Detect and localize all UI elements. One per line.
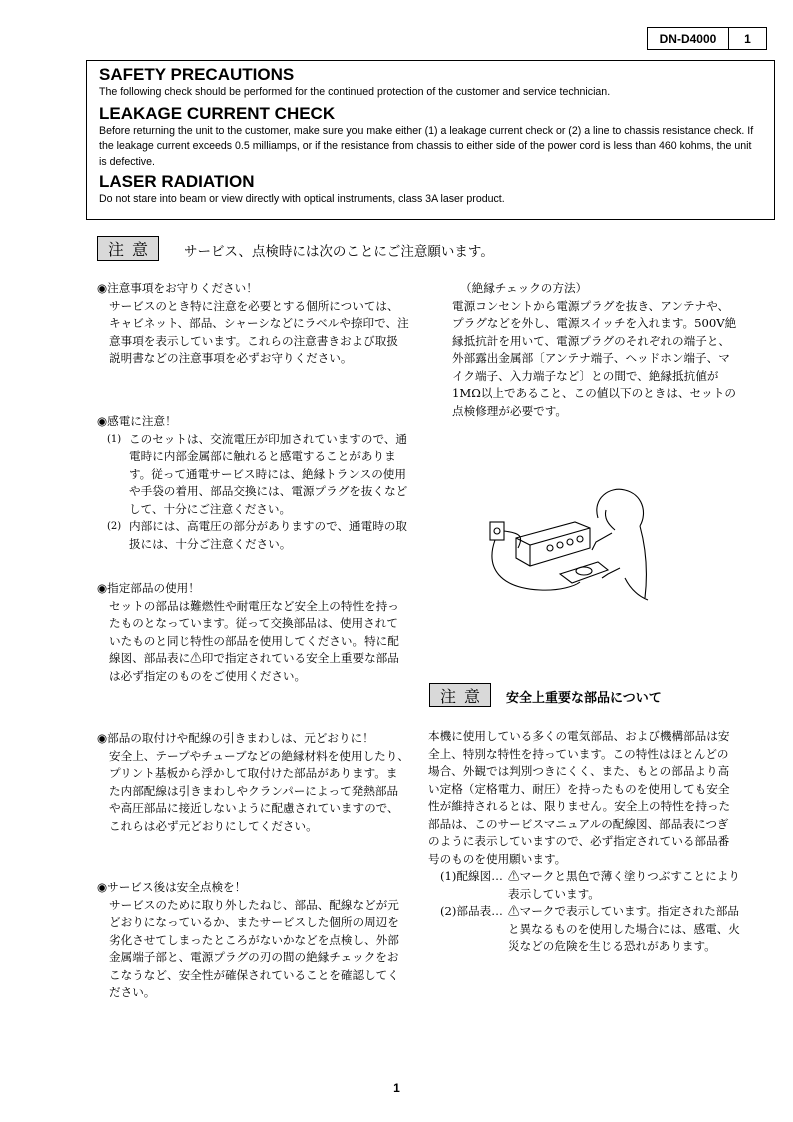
numbered-item — [97, 431, 409, 519]
item-text: 内部には、高電圧の部分がありますので、通電時の取扱には、十分ご注意ください。 — [129, 519, 408, 551]
section-observe-precautions — [97, 280, 409, 368]
definition-value: ⚠マークで表示しています。指定された部品と異なるものを使用した場合には、感電、火災などの危険を生じる恐れがあります。 — [508, 904, 740, 953]
section-heading: ◉感電に注意！ — [97, 414, 177, 428]
section-body: 本機に使用している多くの電気部品、および機構部品は安全上、特別な特性を持っています。この特性はほとんどの場合、外観では判別つきにくく、また、もとの部品より高い定格（定格電力、耐圧）を持ったものを使用しても安全性が維持されるとは、限りません。安全上の特性を持った部品は、このサービスマニュアルの配線図、部品表につぎのように表示していますので、必ず指定されている部品番号のものを使用願います。 — [428, 729, 731, 866]
definition-parts-list — [428, 903, 740, 956]
caution-tag: 注意 — [97, 236, 159, 261]
item-number: (1) — [107, 433, 122, 445]
megohmmeter-icon — [560, 562, 608, 583]
caution-tag: 注意 — [429, 683, 491, 707]
section-important-parts — [428, 728, 740, 956]
laser-radiation-text: Do not stare into beam or view directly with optical instruments, class 3A laser product. — [99, 193, 505, 205]
technician-head-icon — [597, 489, 644, 526]
section-heading: （絶縁チェックの方法） — [460, 281, 588, 295]
header-page-number: 1 — [744, 31, 751, 46]
section-mounting-wiring — [97, 730, 409, 835]
section-body: 電源コンセントから電源プラグを抜き、アンテナや、プラグなどを外し、電源スイッチを入れます。500V絶縁抵抗計を用いて、電源プラグのそれぞれの端子と、外部露出金属部〔アンテナ端子、ヘッドホン端子、マイク端子、入力端子など〕との間で、絶縁抵抗値が1MΩ以上であること、この値以下のときは、セットの点検修理が必要です。 — [452, 298, 737, 418]
item-text: このセットは、交流電圧が印加されていますので、通電時に内部金属部に触れると感電することがあります。従って通電サービス時には、絶縁トランスの使用や手袋の着用、部品交換には、電源プラグを抜くなどして、十分にご注意ください。 — [129, 431, 408, 516]
footer-page-number: 1 — [393, 1081, 400, 1095]
laser-radiation-title: LASER RADIATION — [99, 172, 255, 191]
item-number: (2) — [107, 521, 122, 532]
definition-key: (1)配線図… — [440, 869, 503, 883]
wall-outlet-icon — [490, 522, 504, 540]
numbered-item — [97, 518, 409, 553]
section-heading: ◉注意事項をお守りください！ — [97, 281, 258, 295]
section-after-service — [97, 879, 409, 1002]
definition-value: ⚠マークと黒色で薄く塗りつぶすことにより表示しています。 — [508, 869, 740, 901]
section-heading: ◉指定部品の使用！ — [97, 581, 200, 595]
model-page-box — [647, 27, 767, 50]
model-number: DN-D4000 — [648, 28, 729, 49]
caution-heading: 安全上重要な部品について — [506, 691, 662, 706]
definition-wiring-diagram — [428, 868, 740, 903]
definition-key: (2)部品表… — [440, 904, 503, 918]
safety-precautions-text: The following check should be performed for the continued protection of the customer and service technician. — [99, 86, 611, 98]
insulation-check-illustration — [480, 478, 650, 608]
section-electric-shock — [97, 413, 409, 553]
safety-box — [86, 60, 775, 220]
section-designated-parts — [97, 580, 409, 685]
section-body: 安全上、テープやチューブなどの絶縁材料を使用したり、プリント基板から浮かして取付けた部品があります。また内部配線は引きまわしやクランパーによって発熱部品や高圧部品に接近しないように配慮されていますので、これらは必ず元どおりにしてください。 — [109, 748, 409, 833]
caution-heading: サービス、点検時には次のことにご注意願います。 — [184, 244, 494, 260]
section-body: セットの部品は難燃性や耐電圧など安全上の特性を持ったものとなっています。従って交換部品は、使用されていたものと同じ特性の部品を使用してください。特に配線図、部品表に⚠印で指定されている安全上重要な部品は必ず指定のものをご使用ください。 — [109, 598, 399, 683]
section-heading: ◉サービス後は安全点検を！ — [97, 880, 247, 894]
section-insulation-check — [452, 280, 740, 420]
section-heading: ◉部品の取付けや配線の引きまわしは、元どおりに！ — [97, 731, 374, 745]
safety-precautions-title: SAFETY PRECAUTIONS — [99, 65, 295, 84]
leakage-current-title: LEAKAGE CURRENT CHECK — [99, 103, 336, 123]
section-body: サービスのとき特に注意を必要とする個所については、キャビネット、部品、シャーシなどにラベルや捺印で、注意事項を表示しています。これらの注意書きおよび取扱説明書などの注意事項を必ずお守りください。 — [109, 298, 409, 365]
leakage-current-text: Before returning the unit to the customer, make sure you make either (1) a leakage current check or (2) a line to chassis resistance check. If the leakage current exceeds 0.5 milliamps, or if the resistance from chassis to either side of the power cord is less than 460 kohms, the unit is defective. — [99, 124, 754, 168]
section-body: サービスのために取り外したねじ、部品、配線などが元どおりになっているか、またサービスした個所の周辺を劣化させてしまったところがないかなどを点検し、外部金属端子部と、電源プラグの刃の間の絶縁チェックをおこなうなど、安全性が確保されていることを確認してください。 — [109, 897, 399, 999]
